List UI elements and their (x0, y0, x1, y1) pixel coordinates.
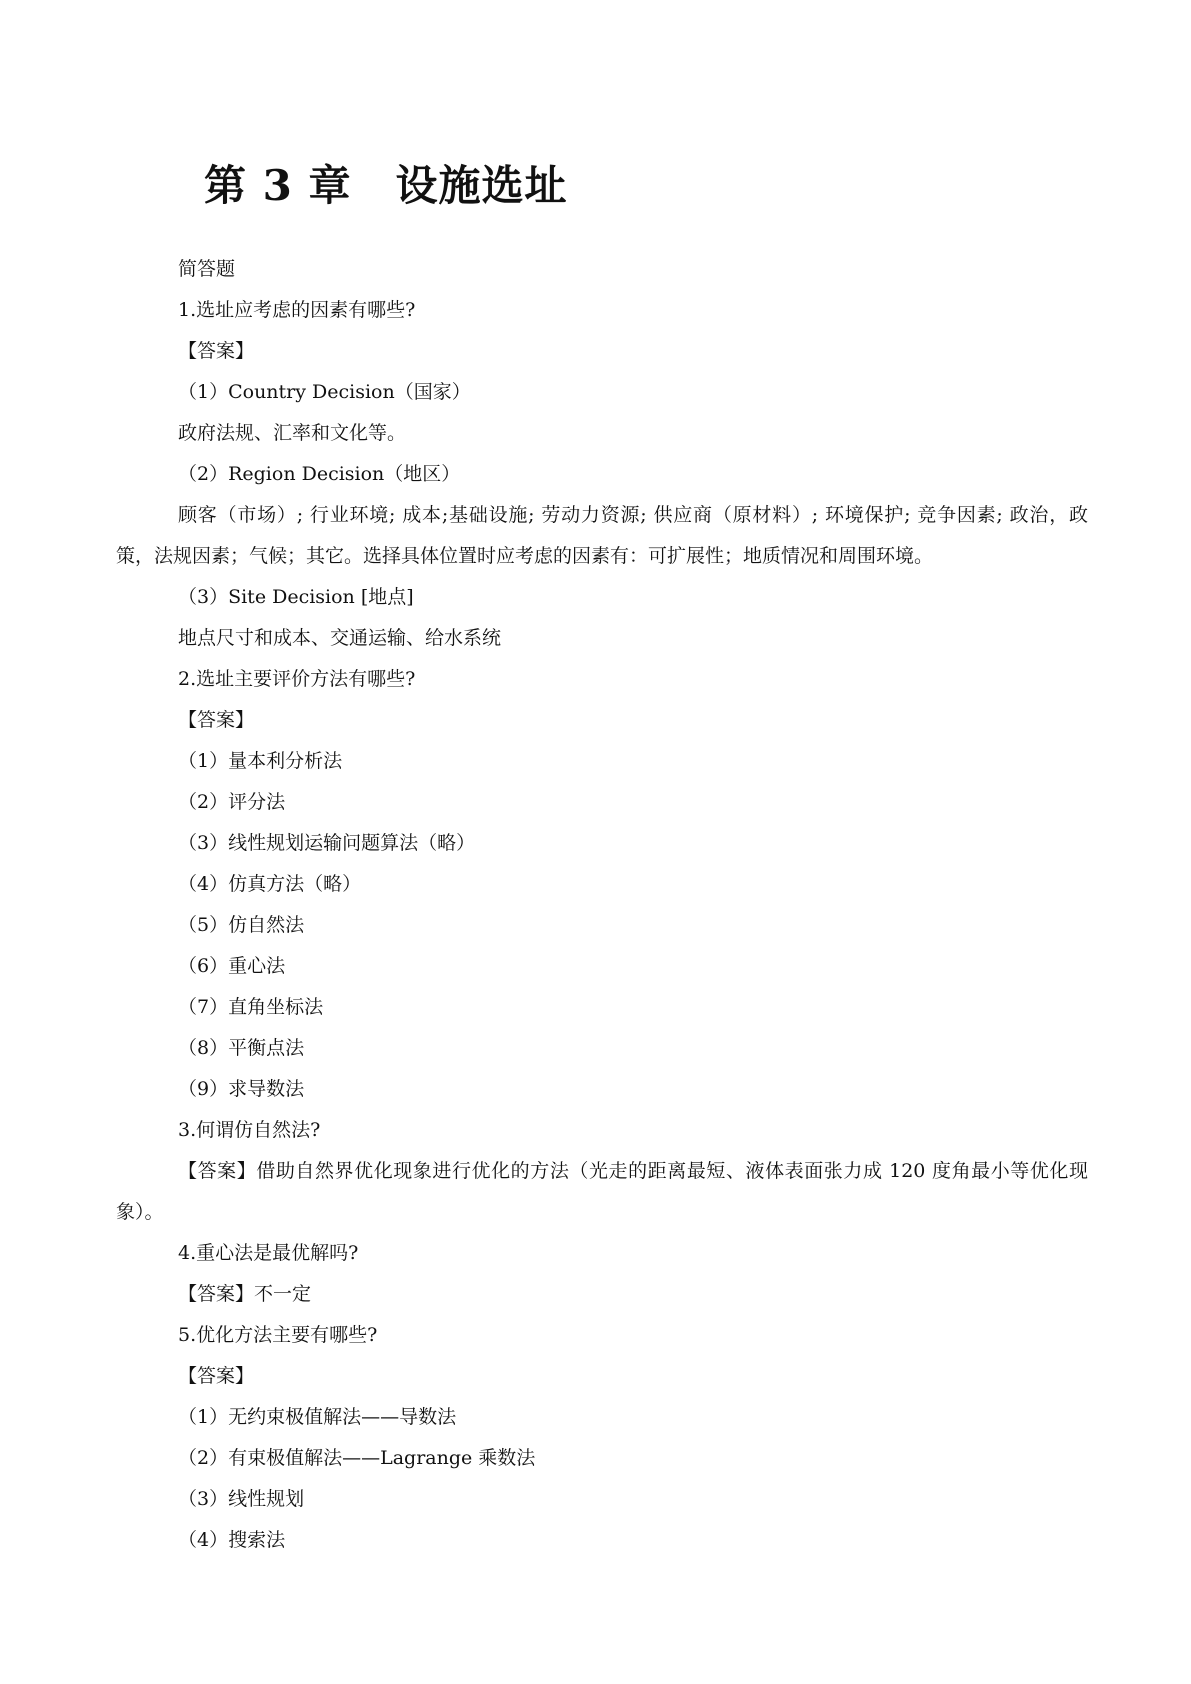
q3-answer: 【答案】借助自然界优化现象进行优化的方法（光走的距离最短、液体表面张力成 120 度角最小等优化现象）。 (116, 1160, 1088, 1223)
chapter-title: 设施选址 (395, 161, 568, 210)
answer-label-5: 【答案】 (178, 1365, 255, 1387)
q2-list-item: （2）评分法 (178, 791, 286, 813)
q2-list-item: （6）重心法 (178, 955, 286, 977)
answer-label-2: 【答案】 (178, 709, 255, 731)
q5-list-item: （4）搜索法 (178, 1529, 286, 1551)
q4-answer: 【答案】不一定 (178, 1283, 312, 1305)
chapter-heading (204, 158, 567, 214)
q2-list-item: （1）量本利分析法 (178, 750, 343, 772)
q1-item-3: （3）Site Decision [地点] (178, 586, 414, 608)
q2-list-item: （5）仿自然法 (178, 914, 305, 936)
answer-label-1: 【答案】 (178, 340, 255, 362)
question-3: 3.何谓仿自然法? (178, 1119, 321, 1141)
question-4: 4.重心法是最优解吗? (178, 1242, 359, 1264)
q5-list-item: （1）无约束极值解法——导数法 (178, 1406, 457, 1428)
question-2: 2.选址主要评价方法有哪些? (178, 668, 416, 690)
q5-list-item: （3）线性规划 (178, 1488, 305, 1510)
q2-list-item: （3）线性规划运输问题算法（略） (178, 832, 476, 854)
section-heading: 简答题 (178, 258, 236, 280)
q2-list-item: （4）仿真方法（略） (178, 873, 362, 895)
q1-item-2-detail: 顾客（市场）; 行业环境; 成本;基础设施; 劳动力资源; 供应商（原材料）; 环境保护; 竞争因素; 政治，政策，法规因素；气候；其它。选择具体位置时应考虑的因素有：可扩展性；地质情况和周围环境。 (116, 504, 1088, 567)
q5-list-item: （2）有束极值解法——Lagrange 乘数法 (178, 1447, 536, 1469)
question-5: 5.优化方法主要有哪些? (178, 1324, 378, 1346)
q2-list-item: （7）直角坐标法 (178, 996, 324, 1018)
q1-item-1: （1）Country Decision（国家） (178, 381, 471, 403)
q1-item-1-detail: 政府法规、汇率和文化等。 (178, 422, 407, 444)
q2-list-item: （8）平衡点法 (178, 1037, 305, 1059)
question-1: 1.选址应考虑的因素有哪些? (178, 299, 416, 321)
document-body (116, 249, 1088, 1561)
q2-list-item: （9）求导数法 (178, 1078, 305, 1100)
q1-item-3-detail: 地点尺寸和成本、交通运输、给水系统 (178, 627, 502, 649)
chapter-number: 第 3 章 (204, 161, 352, 210)
q1-item-2: （2）Region Decision（地区） (178, 463, 461, 485)
